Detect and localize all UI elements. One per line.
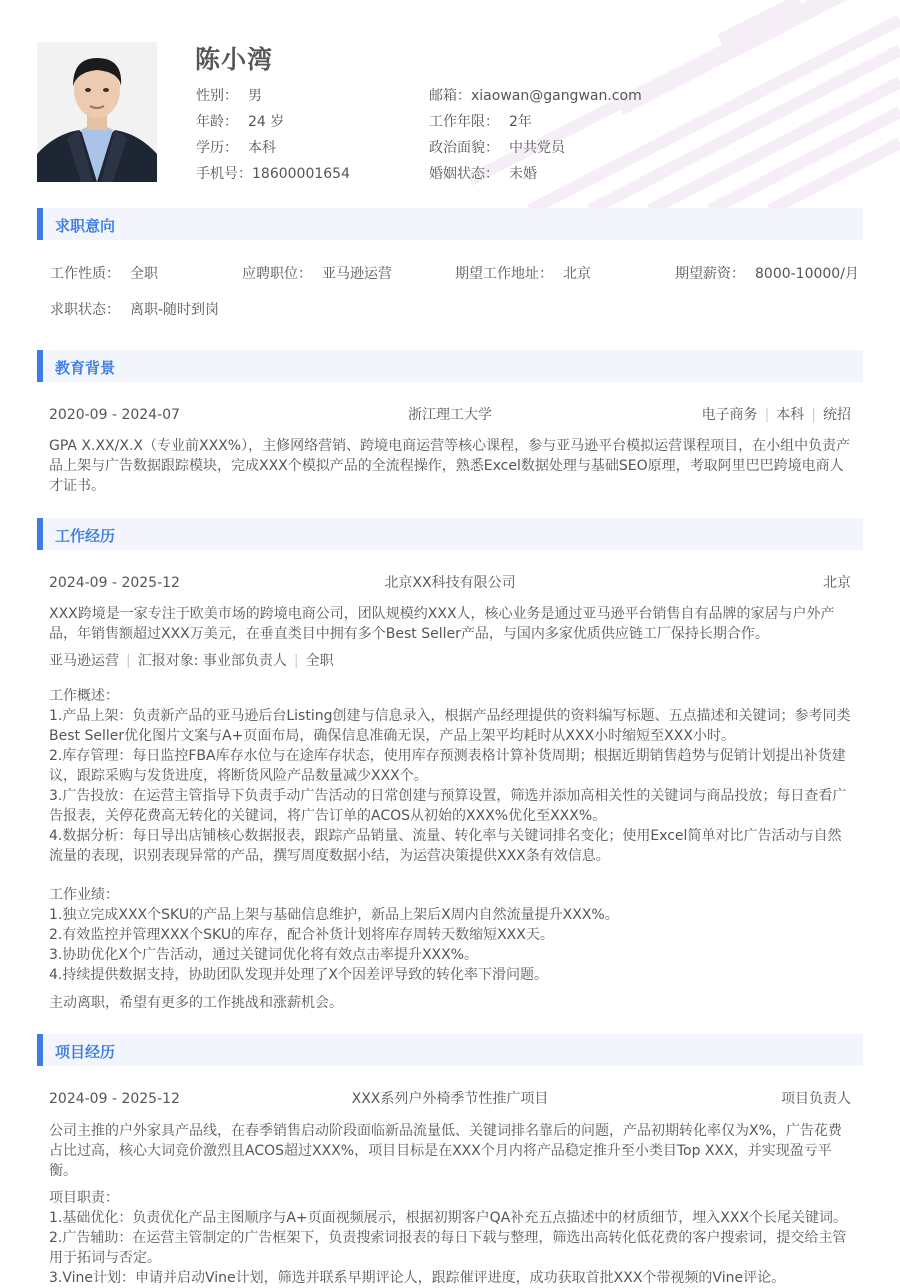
- section-header-intent: [37, 208, 863, 240]
- intent-nature: [50, 264, 158, 284]
- work-tags: 亚马逊运营 | 汇报对象: 事业部负责人 | 全职: [49, 653, 334, 669]
- company-desc: XXX跨境是一家专注于欧美市场的跨境电商公司，团队规模约XXX人，核心业务是通过亚马逊平台销售自有品牌的家居与户外产品，年销售额超过XXX万美元，在垂直类目中拥有多个Best Seller产品，与国内多家优质供应链工厂保持长期合作。: [49, 606, 835, 642]
- overview-item: 1.产品上架：负责新产品的亚马逊后台Listing创建与信息录入，根据产品经理提供的资料编写标题、五点描述和关键词；参考同类Best Seller优化图片文案与A+页面布局，确保信息准确无误，产品上架平均耗时从XXX小时缩短至XXX小时。: [49, 708, 851, 744]
- work-report: 汇报对象: 事业部负责人: [137, 653, 287, 669]
- intent-city: [455, 264, 591, 284]
- intent-position: [242, 264, 392, 284]
- education-school: 浙江理工大学: [408, 407, 492, 423]
- project-name: XXX系列户外椅季节性推广项目: [351, 1091, 549, 1107]
- intent-status: [50, 300, 219, 320]
- intent-salary: [675, 264, 859, 284]
- intent-salary-label: 期望薪资：: [675, 266, 745, 282]
- work-type: 全职: [305, 653, 334, 669]
- marital-field: [429, 165, 537, 183]
- marital-value: 未婚: [509, 166, 537, 182]
- marital-label: 婚姻状态：: [429, 166, 499, 182]
- section-header-education: [37, 350, 863, 382]
- politics-field: [429, 139, 565, 157]
- education-tags: 电子商务 | 本科 | 统招: [701, 407, 851, 423]
- intent-position-value: 亚马逊运营: [322, 266, 392, 282]
- age-value: 24 岁: [248, 114, 285, 130]
- project-duties: [49, 1188, 855, 1288]
- section-accent-bar: [37, 350, 43, 382]
- phone-value: 18600001654: [252, 166, 350, 182]
- email-field: [429, 87, 642, 105]
- leave-reason: 主动离职，希望有更多的工作挑战和涨薪机会。: [49, 995, 343, 1011]
- section-title: 工作经历: [55, 527, 116, 545]
- section-title: 教育背景: [55, 359, 116, 377]
- work-achievements: [49, 885, 855, 985]
- section-header-work: [37, 518, 863, 550]
- overview-item: 4.数据分析：每日导出店铺核心数据报表，跟踪产品销量、流量、转化率与关键词排名变化；使用Excel简单对比广告活动与自然流量的表现，识别表现异常的产品，撰写周度数据小结，为运营决策提供XXX条有效信息。: [49, 828, 842, 864]
- intent-status-value: 离职-随时到岗: [130, 302, 220, 318]
- intent-nature-label: 工作性质：: [50, 266, 120, 282]
- work-role: 亚马逊运营: [49, 653, 119, 669]
- project-role: 项目负责人: [781, 1091, 851, 1107]
- age-label: 年龄：: [196, 114, 238, 130]
- project-desc: 公司主推的户外家具产品线，在春季销售启动阶段面临新品流量低、关键词排名靠后的问题，产品初期转化率仅为X%，广告花费占比过高，核心大词竞价激烈且ACOS超过XXX%，项目目标是在XXX个月内将产品稳定推升至小类目Top XXX，并实现盈亏平衡。: [49, 1123, 842, 1179]
- duty-item: 2.广告辅助：在运营主管制定的广告框架下，负责搜索词报表的每日下载与整理，筛选出高转化低花费的客户搜索词，提交给主管用于拓词与否定。: [49, 1230, 847, 1266]
- email-value: xiaowan@gangwan.com: [471, 88, 642, 104]
- overview-item: 2.库存管理：每日监控FBA库存水位与在途库存状态，使用库存预测表格计算补货周期；根据近期销售趋势与促销计划提出补货建议，跟踪采购与发货进度，将断货风险产品数量减少XXX个。: [49, 748, 846, 784]
- years-label: 工作年限：: [429, 114, 499, 130]
- degree-field: [196, 139, 276, 157]
- gender-field: [196, 87, 262, 105]
- intent-city-value: 北京: [563, 266, 591, 282]
- intent-status-label: 求职状态：: [50, 302, 120, 318]
- section-title: 项目经历: [55, 1043, 116, 1061]
- years-field: [429, 113, 532, 131]
- work-overview: [49, 686, 855, 866]
- education-period: 2020-09 - 2024-07: [49, 407, 180, 423]
- education-major: 电子商务: [701, 407, 758, 423]
- degree-label: 学历：: [196, 140, 238, 156]
- degree-value: 本科: [248, 140, 276, 156]
- phone-field: [196, 165, 350, 183]
- intent-city-label: 期望工作地址：: [455, 266, 553, 282]
- overview-item: 3.广告投放：在运营主管指导下负责手动广告活动的日常创建与预算设置，筛选并添加高相关性的关键词与商品投放；每日查看广告报表，关停花费高无转化的关键词，将广告订单的ACOS从初始的XXX%优化至XXX%。: [49, 788, 847, 824]
- project-period: 2024-09 - 2025-12: [49, 1091, 180, 1107]
- work-period: 2024-09 - 2025-12: [49, 575, 180, 591]
- education-degree: 本科: [776, 407, 805, 423]
- portrait-photo: [37, 42, 157, 182]
- avatar: [37, 42, 157, 182]
- achievement-item: 2.有效监控并管理XXX个SKU的库存，配合补货计划将库存周转天数缩短XXX天。: [49, 927, 554, 943]
- education-desc: GPA X.XX/X.X（专业前XXX%），主修网络营销、跨境电商运营等核心课程，参与亚马逊平台模拟运营课程项目，在小组中负责产品上架与广告数据跟踪模块，完成XXX个模拟产品的全流程操作，熟悉Excel数据处理与基础SEO原理，考取阿里巴巴跨境电商人才证书。: [49, 438, 851, 494]
- section-accent-bar: [37, 208, 43, 240]
- achievement-item: 3.协助优化X个广告活动，通过关键词优化将有效点击率提升XXX%。: [49, 947, 479, 963]
- email-label: 邮箱：: [429, 88, 471, 104]
- intent-position-label: 应聘职位：: [242, 266, 312, 282]
- education-type: 统招: [823, 407, 851, 423]
- section-title: 求职意向: [55, 217, 116, 235]
- gender-label: 性别：: [196, 88, 238, 104]
- intent-nature-value: 全职: [130, 266, 158, 282]
- section-header-project: [37, 1034, 863, 1066]
- politics-label: 政治面貌：: [429, 140, 499, 156]
- age-field: [196, 113, 284, 131]
- gender-value: 男: [248, 88, 262, 104]
- duty-item: 3.Vine计划：申请并启动Vine计划，筛选并联系早期评论人，跟踪催评进度，成功获取首批XXX个带视频的Vine评论。: [49, 1270, 786, 1286]
- section-accent-bar: [37, 518, 43, 550]
- candidate-name: 陈小湾: [195, 45, 274, 74]
- work-company: 北京XX科技有限公司: [384, 575, 516, 591]
- intent-salary-value: 8000-10000/月: [755, 266, 859, 282]
- duties-title: 项目职责：: [49, 1190, 119, 1206]
- work-city: 北京: [823, 575, 851, 591]
- phone-label: 手机号：: [196, 166, 252, 182]
- overview-title: 工作概述：: [49, 688, 119, 704]
- years-value: 2年: [509, 114, 532, 130]
- achievements-title: 工作业绩：: [49, 887, 119, 903]
- achievement-item: 1.独立完成XXX个SKU的产品上架与基础信息维护，新品上架后X周内自然流量提升XXX%。: [49, 907, 619, 923]
- duty-item: 1.基础优化：负责优化产品主图顺序与A+页面视频展示，根据初期客户QA补充五点描述中的材质细节，埋入XXX个长尾关键词。: [49, 1210, 848, 1226]
- section-accent-bar: [37, 1034, 43, 1066]
- achievement-item: 4.持续提供数据支持，协助团队发现并处理了X个因差评导致的转化率下滑问题。: [49, 967, 548, 983]
- politics-value: 中共党员: [509, 140, 565, 156]
